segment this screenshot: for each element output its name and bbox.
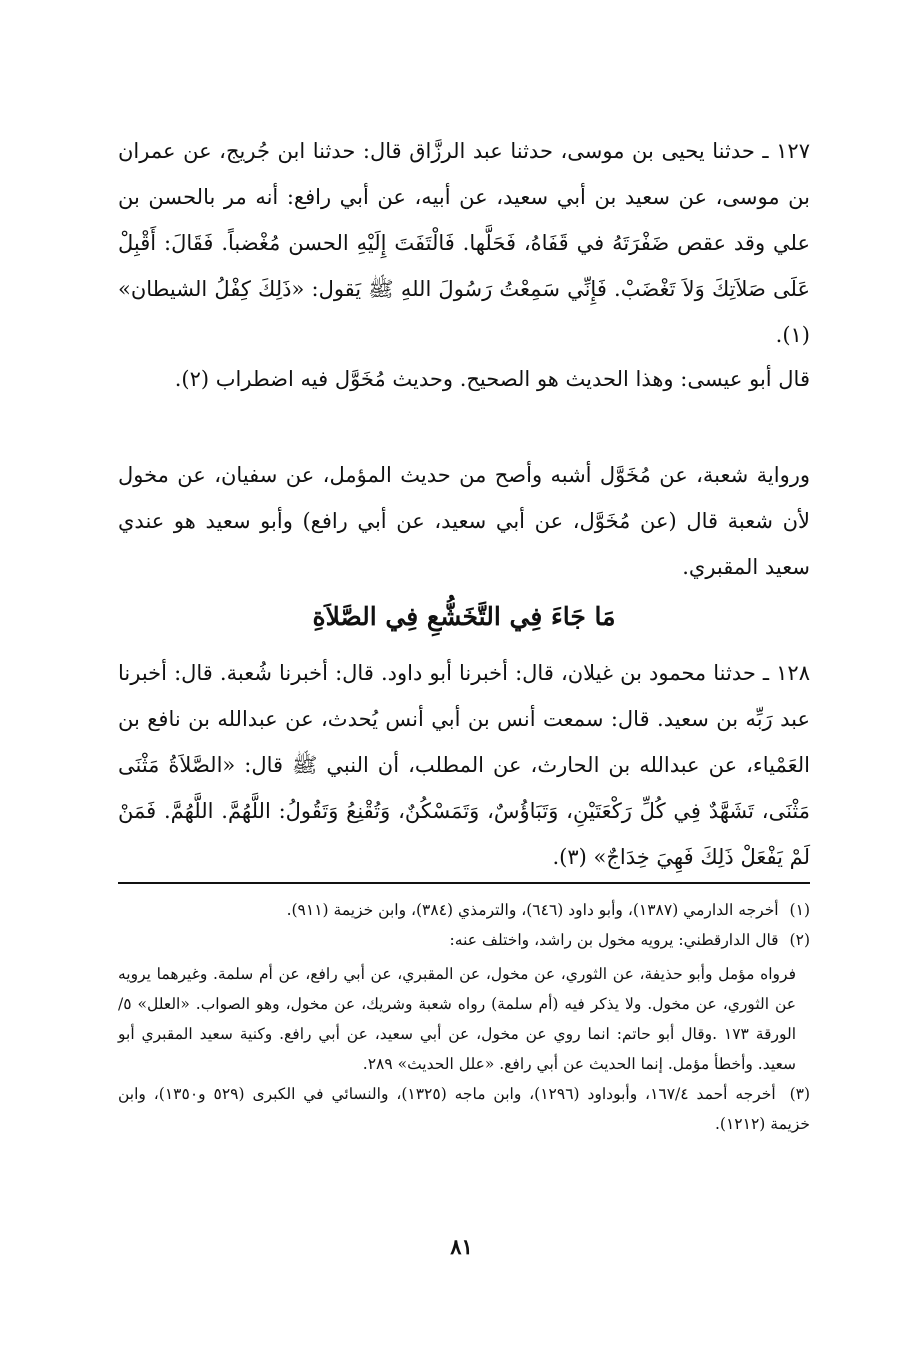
footnote-1-text: أخرجه الدارمي (١٣٨٧)، وأبو داود (٦٤٦)، والترمذي (٣٨٤)، وابن خزيمة (٩١١).	[286, 901, 779, 919]
footnote-3	[118, 1079, 810, 1139]
footnote-2-number: (٢)	[789, 931, 810, 949]
hadith-127-paragraph: ١٢٧ ـ حدثنا يحيى بن موسى، حدثنا عبد الرزَّاق قال: حدثنا ابن جُريج، عن عمران بن موسى، عن سعيد بن أبي سعيد، عن أبيه، عن أبي رافع: أنه مر بالحسن بن علي وقد عقص ضَفْرَتَهُ في قَفَاهُ، فَحَلَّها. فَالْتَفَتَ إِلَيْهِ الحسن مُغْضباً. فَقَالَ: أَقْبِلْ عَلَى صَلاَتِكَ وَلاَ تَغْضَبْ. فَإِنِّي سَمِعْتُ رَسُولَ اللهِ ﷺ يَقول: «ذَلِكَ كِفْلُ الشيطان» (١).	[118, 139, 811, 347]
footnote-1	[118, 895, 810, 925]
page-number: ٨١	[450, 1234, 473, 1259]
footnote-1-number: (١)	[789, 901, 810, 919]
footnote-2-text: قال الدارقطني: يرويه مخول بن راشد، واختلف عنه:	[449, 931, 779, 949]
footnote-3-number: (٣)	[789, 1085, 811, 1103]
hadith-128-paragraph: ١٢٨ ـ حدثنا محمود بن غيلان، قال: أخبرنا أبو داود. قال: أخبرنا شُعبة. قال: أخبرنا عبد رَبِّه بن سعيد. قال: سمعت أنس بن أبي أنس يُحدث، عن عبدالله بن نافع بن العَمْياء، عن عبدالله بن الحارث، عن المطلب، أن النبي ﷺ قال: «الصَّلاَةُ مَثْنَى مَثْنَى، تَشَهَّدٌ فِي كُلِّ رَكْعَتَيْنِ، وَتَبَاؤُسٌ، وَتَمَسْكُنٌ، وَتُقْنِعُ وَتَقُولُ: اللَّهُمَّ. اللَّهُمَّ. فَمَنْ لَمْ يَفْعَلْ ذَلِكَ فَهِيَ خِدَاجٌ» (٣).	[118, 661, 810, 869]
footnote-2-detail: فرواه مؤمل وأبو حذيفة، عن الثوري، عن مخول، عن المقبري، عن أبي رافع، عن أم سلمة. وغيرهما يرويه عن الثوري، عن مخول. ولا يذكر فيه (أم سلمة) رواه شعبة وشريك، عن مخول، وهو الصواب. «العلل» ٥/ الورقة ١٧٣ .وقال أبو حاتم: انما روي عن مخول، عن أبي سعيد، عن أبي رافع. وكنية سعيد المقبري أبو سعيد. وأخطأ مؤمل. إنما الحديث عن أبي رافع. «علل الحديث» ٢٨٩.	[118, 965, 797, 1073]
chapter-heading: مَا جَاءَ فِي التَّخَشُّعِ فِي الصَّلاَةِ	[312, 602, 616, 631]
footnote-divider	[118, 882, 810, 884]
footnote-2	[118, 925, 810, 955]
footnote-3-text: أخرجه أحمد ١٦٧/٤، وأبوداود (١٢٩٦)، وابن ماجه (١٣٢٥)، والنسائي في الكبرى (٥٢٩ و١٣٥٠)، وابن خزيمة (١٢١٢).	[118, 1085, 810, 1133]
footnotes-section	[118, 895, 810, 1139]
commentary-paragraph-2: ورواية شعبة، عن مُخَوَّل أشبه وأصح من حديث المؤمل، عن سفيان، عن مخول لأن شعبة قال (عن مُخَوَّل، عن أبي سعيد، عن أبي رافع) وأبو سعيد هو عندي سعيد المقبري.	[118, 463, 810, 579]
commentary-paragraph-1: قال أبو عيسى: وهذا الحديث هو الصحيح. وحديث مُخَوَّل فيه اضطراب (٢).	[174, 367, 810, 391]
